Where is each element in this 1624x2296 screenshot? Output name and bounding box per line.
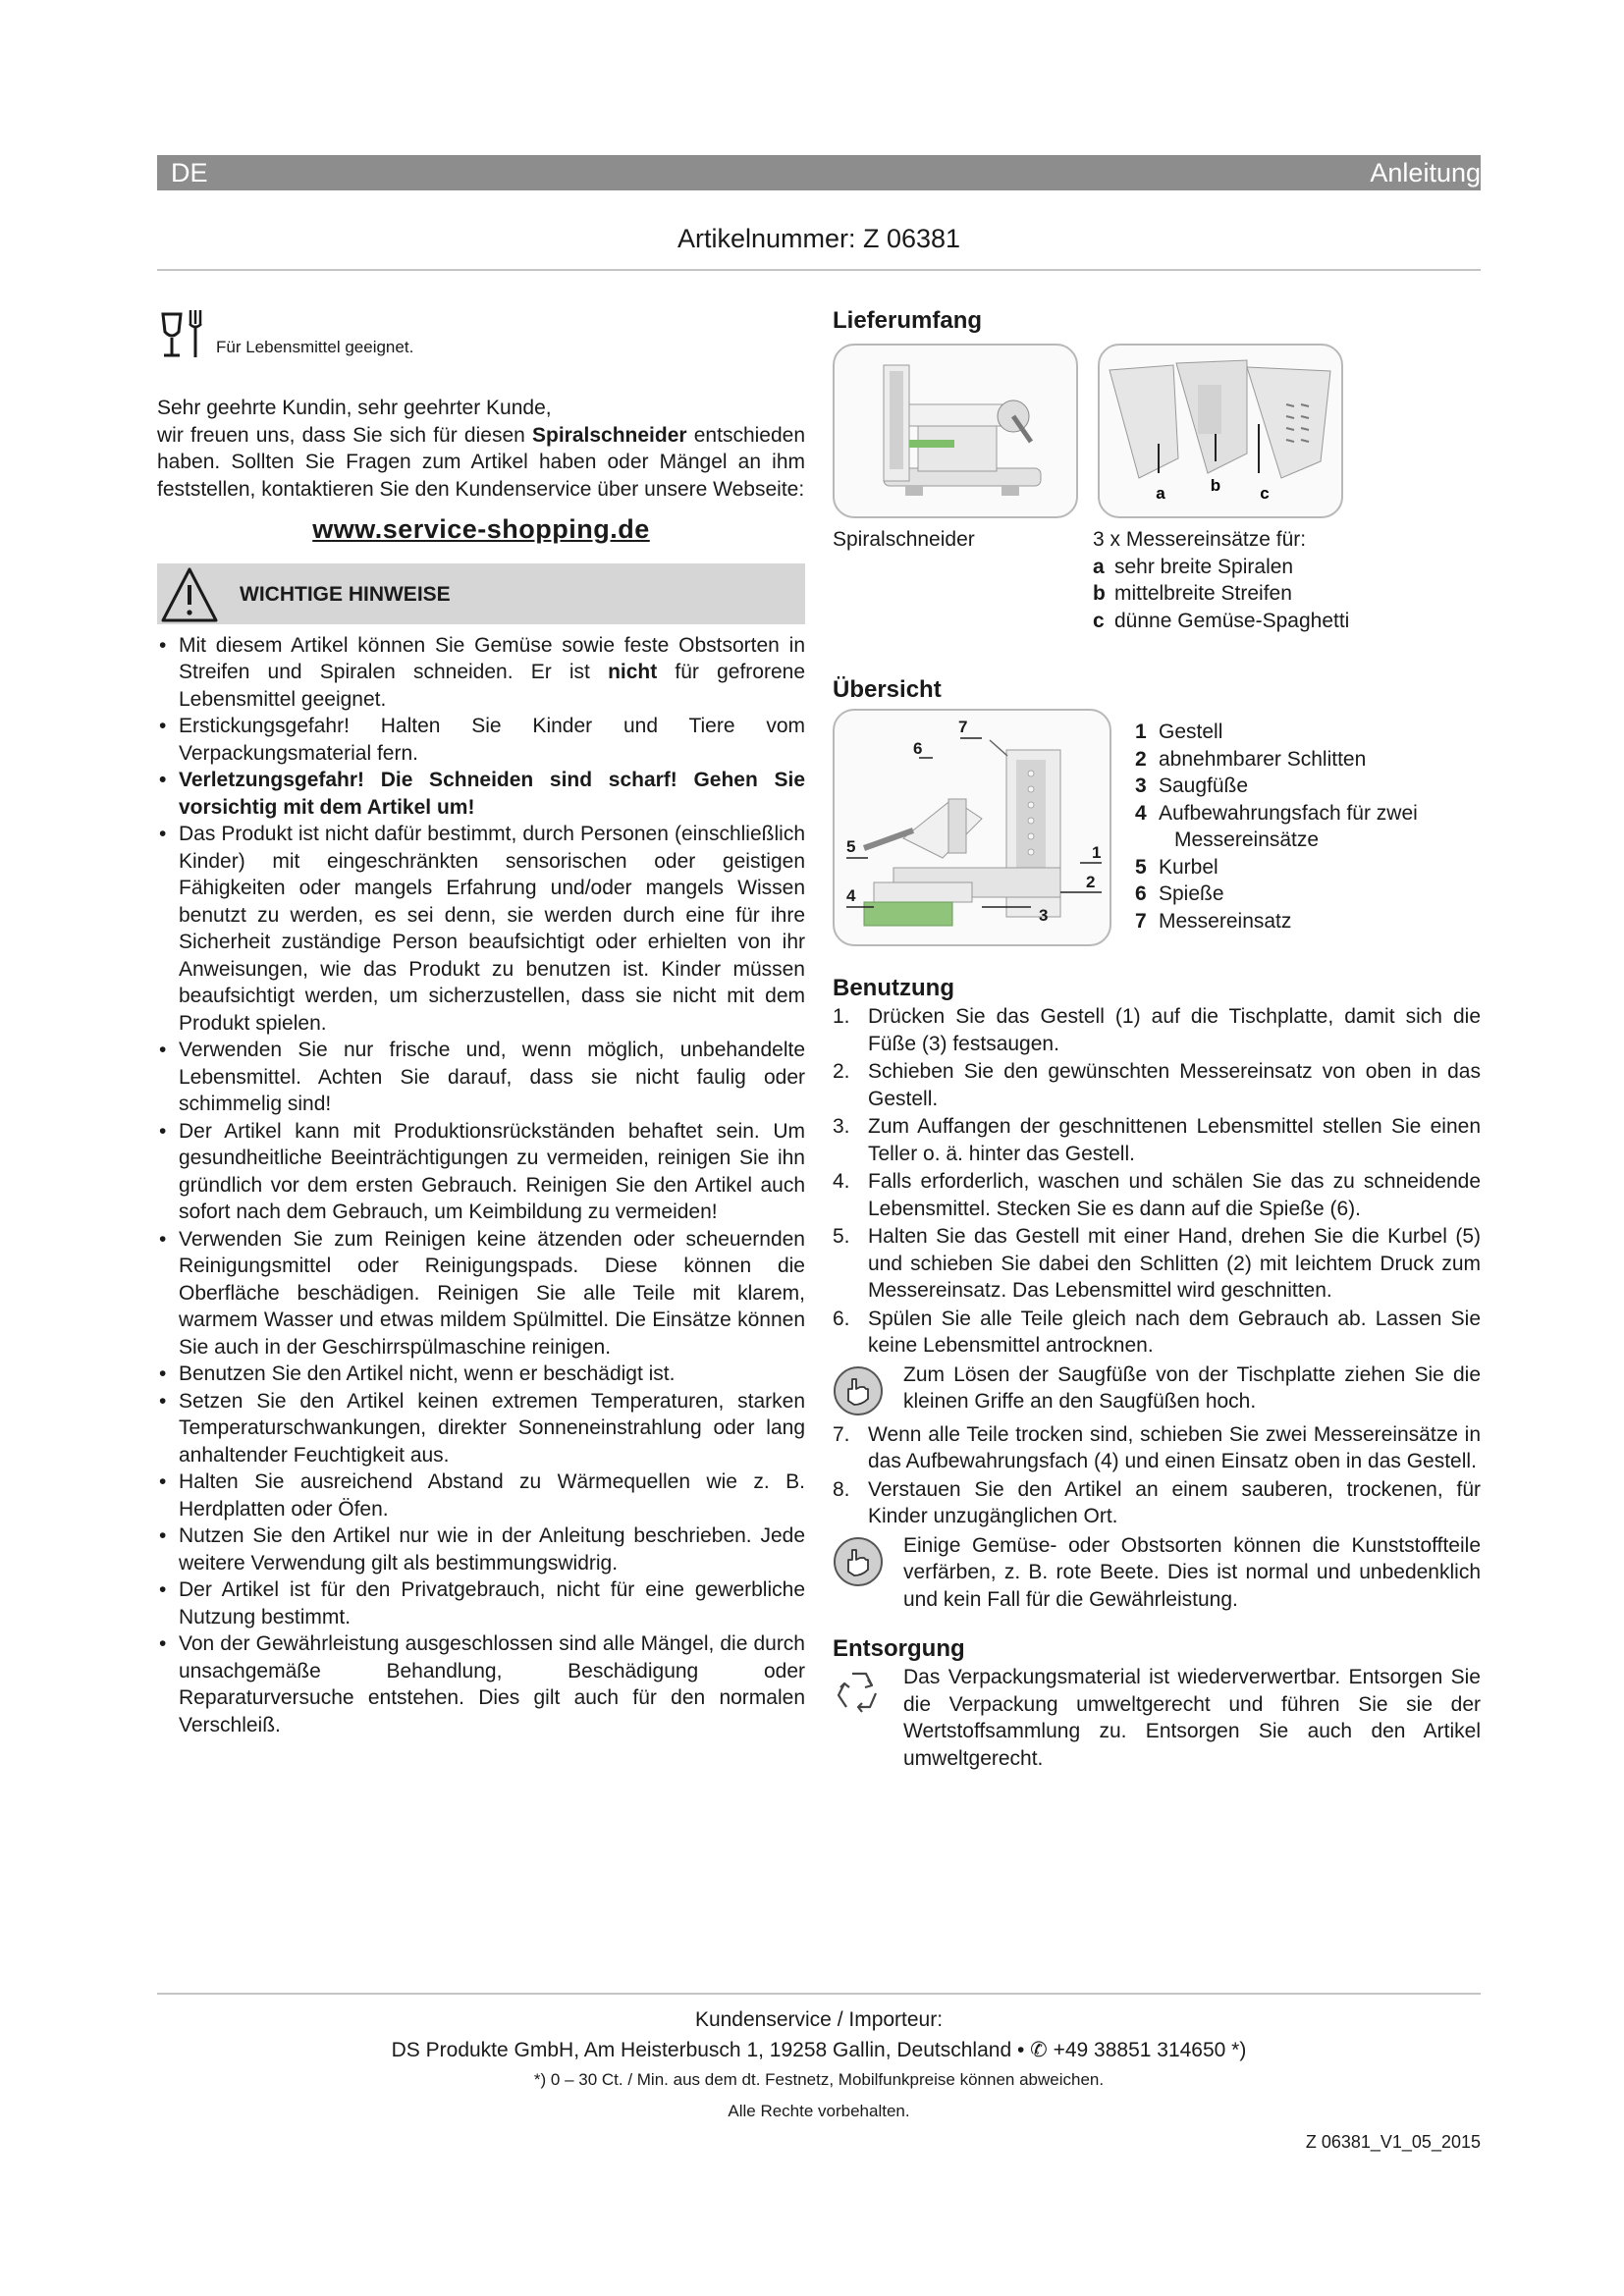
header-bar: [157, 155, 1481, 190]
blade-inserts-illustration: [1100, 346, 1341, 516]
overview-legend: [1135, 709, 1418, 946]
step-number: 5.: [833, 1225, 850, 1248]
spiralizer-illustration: [835, 346, 1076, 516]
lieferumfang-heading: Lieferumfang: [833, 307, 983, 334]
legend-item: [1135, 800, 1418, 828]
blade-key: b: [1093, 582, 1106, 605]
article-number: Artikelnummer: Z 06381: [677, 224, 961, 253]
food-safe-row: [157, 306, 805, 367]
legend-item: [1135, 719, 1418, 746]
diagram-label-5: 5: [846, 837, 856, 856]
list-item: [833, 1306, 1481, 1360]
step-text: Zum Auffangen der geschnittenen Lebensmittel stellen Sie einen Teller o. ä. hinter das Gestell.: [868, 1115, 1481, 1165]
legend-label: Gestell: [1159, 721, 1223, 743]
document-type-label: Anleitung: [1370, 158, 1481, 187]
list-item: [833, 1223, 1481, 1305]
address-text: DS Produkte GmbH, Am Heisterbusch 1, 19258 Gallin, Deutschland •: [391, 2039, 1025, 2061]
blade-desc: mittelbreite Streifen: [1114, 582, 1292, 605]
blade-label-b: b: [1210, 476, 1221, 495]
blade-item: [1093, 554, 1349, 581]
overview-section: [833, 709, 1481, 946]
overview-illustration: [835, 711, 1110, 944]
legend-item: [1135, 854, 1418, 881]
language-label: DE: [171, 158, 208, 187]
intro-paragraph: [157, 422, 805, 504]
legend-label-continued: Messereinsätze: [1174, 828, 1320, 851]
list-item: • Erstickungsgefahr! Halten Sie Kinder und Tiere vom Verpackungsmaterial fern.: [157, 713, 805, 767]
legend-key: 5: [1135, 855, 1147, 879]
legend-item: [1135, 908, 1418, 935]
caption-blades-title: 3 x Messereinsätze für:: [1093, 528, 1307, 551]
legend-item: [1135, 773, 1418, 800]
diagram-label-1: 1: [1092, 843, 1102, 862]
list-item: • Verletzungsgefahr! Die Schneiden sind scharf! Gehen Sie vorsichtig mit dem Artikel um!: [157, 767, 805, 821]
food-safe-icon: [157, 306, 214, 363]
product-name: Spiralschneider: [532, 423, 687, 447]
legend-label: Messereinsatz: [1159, 909, 1292, 933]
blade-key: c: [1093, 609, 1105, 632]
scope-of-delivery-images: [833, 344, 1481, 518]
document-version: Z 06381_V1_05_2015: [1305, 2132, 1481, 2152]
tip-note: [833, 1362, 1481, 1415]
blade-item: [1093, 580, 1349, 608]
legend-item: [1135, 746, 1418, 774]
phone-number: ✆ +49 38851 314650 *): [1030, 2039, 1247, 2061]
step-text: Spülen Sie alle Teile gleich nach dem Gebrauch ab. Lassen Sie keine Lebensmittel antrocknen.: [868, 1307, 1481, 1357]
disposal-paragraph: [833, 1664, 1481, 1772]
step-text: Wenn alle Teile trocken sind, schieben Sie zwei Messereinsätze in das Aufbewahrungsfach (4) und einen Einsatz oben in das Gestell.: [868, 1422, 1481, 1472]
blade-key: a: [1093, 555, 1105, 578]
website-link[interactable]: www.service-shopping.de: [312, 514, 650, 544]
list-item: • Das Produkt ist nicht dafür bestimmt, durch Personen (einschließlich Kinder) mit eingeschränkten sensorischen oder geistigen Fähigkeiten oder mangels Erfahrung und/oder mangels Wissen benutzt zu werden, es sei denn, sie werden durch eine für ihre Sicherheit zuständige Person beaufsichtigt oder erhielten von ihr Anweisungen, wie das Produkt zu benutzen ist. Kinder müssen beaufsichtigt werden, um sicherzustellen, dass sie nicht mit dem Produkt spielen.: [157, 821, 805, 1037]
legend-label: abnehmbarer Schlitten: [1159, 747, 1367, 771]
caption-spiralizer: Spiralschneider: [833, 528, 975, 551]
diagram-label-6: 6: [913, 739, 923, 758]
list-item: • Halten Sie ausreichend Abstand zu Wärmequellen wie z. B. Herdplatten oder Öfen.: [157, 1468, 805, 1522]
diagram-label-4: 4: [846, 886, 856, 905]
spiralizer-image: [833, 344, 1078, 518]
list-item: • Nutzen Sie den Artikel nur wie in der Anleitung beschrieben. Jede weitere Verwendung gilt als bestimmungswidrig.: [157, 1522, 805, 1576]
footer-divider: [157, 1993, 1481, 1995]
legend-key: 1: [1135, 721, 1147, 743]
food-safe-label: Für Lebensmittel geeignet.: [216, 338, 414, 356]
copyright-note: Alle Rechte vorbehalten.: [728, 2102, 910, 2120]
overview-diagram: [833, 709, 1111, 946]
caption-blades: [1093, 526, 1349, 634]
step-number: 8.: [833, 1477, 850, 1501]
legend-key: 3: [1135, 774, 1147, 797]
list-item: • Benutzen Sie den Artikel nicht, wenn er beschädigt ist.: [157, 1361, 805, 1388]
intro-text-start: wir freuen uns, dass Sie sich für diesen: [157, 423, 532, 447]
blade-item: [1093, 608, 1349, 635]
blade-label-a: a: [1156, 484, 1165, 503]
right-column: [833, 306, 1481, 1772]
note-text: Mit diesem Artikel können Sie Gemüse sowie feste Obstsorten in Streifen und Spiralen schneiden. Er ist: [179, 633, 805, 683]
legend-item: [1135, 881, 1418, 908]
legend-key: 2: [1135, 747, 1147, 771]
list-item: [833, 1476, 1481, 1530]
importer-address: [157, 2034, 1481, 2067]
hand-tip-icon: [833, 1365, 884, 1416]
list-item: • Verwenden Sie nur frische und, wenn möglich, unbehandelte Lebensmittel. Achten Sie darauf, dass sie nicht faulig oder schimmelig sind!: [157, 1037, 805, 1118]
greeting: Sehr geehrte Kundin, sehr geehrter Kunde,: [157, 397, 552, 419]
legend-label: Kurbel: [1159, 855, 1218, 879]
legend-label: Spieße: [1159, 882, 1224, 905]
tip-text: Einige Gemüse- oder Obstsorten können die Kunststoffteile verfärben, z. B. rote Beete. Dies ist normal und unbedenklich und kein Fall für die Gewährleistung.: [903, 1533, 1481, 1611]
tip-text: Zum Lösen der Saugfüße von der Tischplatte ziehen Sie die kleinen Griffe an den Saugfüßen hoch.: [903, 1362, 1481, 1413]
step-number: 3.: [833, 1115, 850, 1138]
usage-steps: [833, 1003, 1481, 1360]
scope-captions: [833, 526, 1481, 656]
intro-text-end: entschieden haben. Sollten Sie Fragen zum Artikel haben oder Mängel an ihm feststellen, kontaktieren Sie den Kundenservice über unsere Webseite:: [157, 423, 806, 501]
step-number: 6.: [833, 1307, 850, 1330]
diagram-label-7: 7: [958, 718, 968, 736]
list-item: • Der Artikel ist für den Privatgebrauch, nicht für eine gewerbliche Nutzung bestimmt.: [157, 1576, 805, 1630]
blade-desc: dünne Gemüse-Spaghetti: [1114, 609, 1350, 632]
disposal-text: Das Verpackungsmaterial ist wiederverwertbar. Entsorgen Sie die Verpackung umweltgerecht und führen Sie sie der Wertstoffsammlung zu. Entsorgen Sie auch den Artikel umweltgerecht.: [903, 1666, 1481, 1770]
step-number: 7.: [833, 1422, 850, 1446]
diagram-label-3: 3: [1039, 906, 1049, 925]
legend-key: 7: [1135, 909, 1147, 933]
step-number: 2.: [833, 1060, 850, 1083]
list-item: [833, 1421, 1481, 1475]
blade-desc: sehr breite Spiralen: [1114, 555, 1294, 578]
list-item: [833, 1113, 1481, 1167]
list-item: • Verwenden Sie zum Reinigen keine ätzenden oder scheuernden Reinigungsmittel oder Reinigungspads. Diese können die Oberfläche beschädigen. Reinigen Sie alle Teile mit klarem, warmem Wasser und etwas mildem Spülmittel. Die Einsätze können Sie auch in der Geschirrspülmaschine reinigen.: [157, 1226, 805, 1362]
diagram-label-2: 2: [1086, 873, 1096, 891]
step-number: 4.: [833, 1170, 850, 1193]
blade-label-c: c: [1260, 484, 1270, 503]
warning-triangle-icon: [159, 565, 220, 624]
list-item: [833, 1003, 1481, 1057]
blade-inserts-image: [1098, 344, 1343, 518]
legend-label: Saugfüße: [1159, 774, 1249, 797]
customer-service-label: Kundenservice / Importeur:: [694, 2008, 944, 2031]
warning-header: [157, 563, 805, 624]
tip-note: [833, 1532, 1481, 1614]
recycling-icon: [833, 1666, 886, 1719]
entsorgung-heading: Entsorgung: [833, 1635, 965, 1662]
step-text: Verstauen Sie den Artikel an einem sauberen, trockenen, für Kinder unzugänglichen Ort.: [868, 1477, 1481, 1527]
step-text: Schieben Sie den gewünschten Messereinsatz von oben in das Gestell.: [868, 1060, 1481, 1110]
step-text: Halten Sie das Gestell mit einer Hand, drehen Sie die Kurbel (5) und schieben Sie dabei den Schlitten (2) mit leichtem Druck zum Messereinsatz. Das Lebensmittel wird geschnitten.: [868, 1225, 1481, 1302]
legend-key: 4: [1135, 801, 1147, 825]
list-item: [157, 632, 805, 714]
step-number: 1.: [833, 1005, 850, 1028]
step-text: Falls erforderlich, waschen und schälen Sie das zu schneidende Lebensmittel. Stecken Sie es dann auf die Spieße (6).: [868, 1170, 1481, 1220]
note-emphasis: nicht: [608, 661, 658, 683]
list-item: • Von der Gewährleistung ausgeschlossen sind alle Mängel, die durch unsachgemäße Behandlung, Beschädigung oder Reparaturversuche entstehen. Dies gilt auch für den normalen Verschleiß.: [157, 1630, 805, 1738]
list-item: • Setzen Sie den Artikel keinen extremen Temperaturen, starken Temperaturschwankungen, direkter Sonneneinstrahlung oder lang anhaltender Feuchtigkeit aus.: [157, 1388, 805, 1469]
hand-tip-icon: [833, 1536, 884, 1587]
phone-cost-note: *) 0 – 30 Ct. / Min. aus dem dt. Festnetz, Mobilfunkpreise können abweichen.: [533, 2070, 1105, 2089]
list-item: [833, 1058, 1481, 1112]
header-divider: [157, 269, 1481, 271]
warning-title: WICHTIGE HINWEISE: [240, 582, 451, 606]
safety-notes-list: [157, 632, 805, 1739]
list-item: • Der Artikel kann mit Produktionsrückständen behaftet sein. Um gesundheitliche Beeinträchtigungen zu vermeiden, reinigen Sie ihn gründlich vor dem ersten Gebrauch. Reinigen Sie den Artikel auch sofort nach dem Gebrauch, um Keimbildung zu vermeiden!: [157, 1118, 805, 1226]
uebersicht-heading: Übersicht: [833, 676, 942, 703]
usage-steps-continued: [833, 1421, 1481, 1530]
left-column: [157, 306, 805, 1738]
list-item: [833, 1168, 1481, 1222]
legend-label: Aufbewahrungsfach für zwei: [1159, 801, 1418, 825]
note-text: für gefrorene Lebensmittel geeignet.: [179, 661, 805, 711]
step-text: Drücken Sie das Gestell (1) auf die Tischplatte, damit sich die Füße (3) festsaugen.: [868, 1005, 1481, 1055]
benutzung-heading: Benutzung: [833, 975, 954, 1001]
footer: [157, 2006, 1481, 2126]
legend-key: 6: [1135, 882, 1147, 905]
